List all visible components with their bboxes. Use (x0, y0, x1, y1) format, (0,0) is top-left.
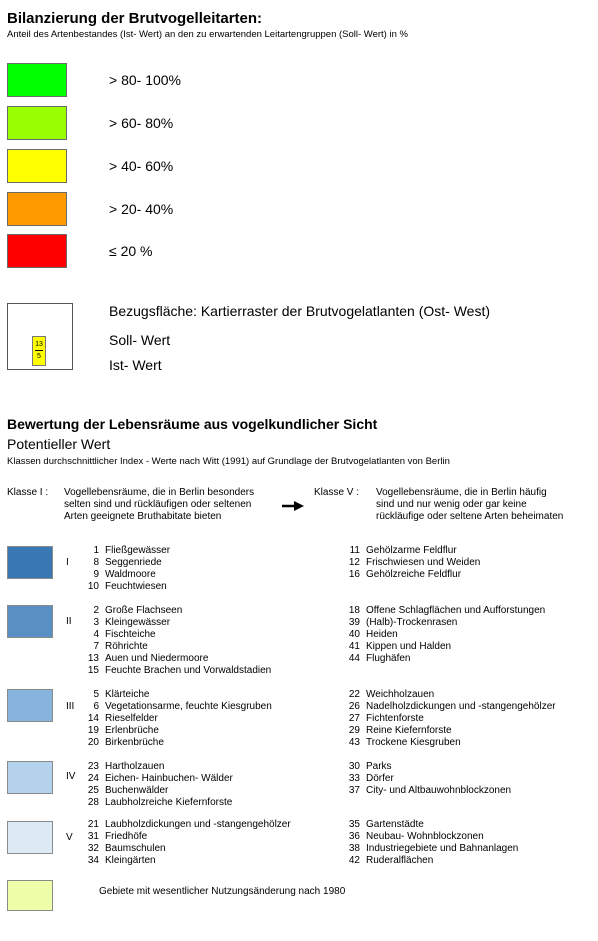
habitat-name: Gehölzarme Feldflur (366, 545, 457, 556)
habitat-item (81, 819, 291, 831)
habitat-number: 18 (348, 605, 360, 616)
habitat-item (342, 689, 434, 701)
habitat-number: 25 (87, 785, 99, 796)
habitat-name: Klärteiche (105, 689, 150, 700)
habitat-number: 21 (87, 819, 99, 830)
habitat-number: 1 (93, 545, 99, 556)
habitat-name: Kleingärten (105, 855, 156, 866)
habitat-number: 38 (348, 843, 360, 854)
bewertung-subtitle: Potentieller Wert (7, 436, 111, 452)
habitat-item (342, 761, 392, 773)
habitat-number: 8 (93, 557, 99, 568)
legend-label: > 20- 40% (109, 201, 174, 217)
class-swatch (7, 761, 53, 794)
habitat-name: Fischteiche (105, 629, 156, 640)
habitat-name: Heiden (366, 629, 398, 640)
habitat-number: 39 (348, 617, 360, 628)
habitat-name: Birkenbrüche (105, 737, 164, 748)
habitat-number: 43 (348, 737, 360, 748)
habitat-number: 31 (87, 831, 99, 842)
habitat-name: Feuchtwiesen (105, 581, 167, 592)
habitat-name: Reine Kiefernforste (366, 725, 452, 736)
habitat-item (342, 629, 398, 641)
habitat-number: 29 (348, 725, 360, 736)
class-swatch (7, 689, 53, 722)
change-swatch (7, 880, 53, 911)
habitat-name: Eichen- Hainbuchen- Wälder (105, 773, 233, 784)
habitat-name: Trockene Kiesgruben (366, 737, 461, 748)
habitat-number: 37 (348, 785, 360, 796)
habitat-number: 9 (93, 569, 99, 580)
legend-label: ≤ 20 % (109, 243, 153, 259)
habitat-item (81, 569, 156, 581)
habitat-item (342, 701, 556, 713)
habitat-number: 3 (93, 617, 99, 628)
habitat-item (342, 545, 457, 557)
klasse-i-label: Klasse I : (7, 487, 49, 498)
habitat-name: Rieselfelder (105, 713, 158, 724)
habitat-name: Kleingewässer (105, 617, 171, 628)
class-roman-numeral: IV (66, 771, 76, 782)
bezug-label: Bezugsfläche: Kartierraster der Brutvogelatlanten (Ost- West) (109, 303, 491, 319)
habitat-name: Flughäfen (366, 653, 411, 664)
soll-value: 13 (35, 341, 43, 348)
habitat-name: Kippen und Halden (366, 641, 452, 652)
class-roman-numeral: II (66, 616, 72, 627)
habitat-number: 19 (87, 725, 99, 736)
habitat-number: 13 (87, 653, 99, 664)
habitat-number: 26 (348, 701, 360, 712)
habitat-item (342, 819, 424, 831)
habitat-name: Vegetationsarme, feuchte Kiesgruben (105, 701, 272, 712)
klasse-v-desc-2: sind und nur wenig oder gar keine (376, 499, 527, 510)
habitat-number: 36 (348, 831, 360, 842)
habitat-item (342, 557, 480, 569)
habitat-number: 34 (87, 855, 99, 866)
soll-label: Soll- Wert (109, 332, 171, 348)
klasse-v-label: Klasse V : (314, 487, 360, 498)
habitat-number: 32 (87, 843, 99, 854)
reference-divider (35, 350, 43, 351)
class-swatch (7, 546, 53, 579)
habitat-name: Große Flachseen (105, 605, 183, 616)
class-roman-numeral: V (66, 832, 73, 843)
habitat-name: Neubau- Wohnblockzonen (366, 831, 484, 842)
reference-grid-cell (7, 303, 73, 370)
habitat-name: Weichholzauen (366, 689, 435, 700)
habitat-item (81, 617, 170, 629)
habitat-name: Röhrichte (105, 641, 148, 652)
habitat-item (342, 605, 545, 617)
habitat-name: Erlenbrüche (105, 725, 159, 736)
habitat-item (81, 797, 232, 809)
habitat-name: Laubholzdickungen und -stangengehölzer (105, 819, 291, 830)
habitat-number: 6 (93, 701, 99, 712)
change-label: Gebiete mit wesentlicher Nutzungsänderung nach 1980 (99, 886, 346, 897)
legend-swatch (7, 106, 67, 140)
habitat-number: 23 (87, 761, 99, 772)
habitat-name: Feuchte Brachen und Vorwaldstadien (105, 665, 272, 676)
habitat-number: 35 (348, 819, 360, 830)
habitat-item (342, 653, 410, 665)
habitat-item (342, 785, 511, 797)
legend-label: > 40- 60% (109, 158, 174, 174)
habitat-name: Auen und Niedermoore (105, 653, 209, 664)
habitat-name: Industriegebiete und Bahnanlagen (366, 843, 519, 854)
habitat-item (342, 843, 518, 855)
habitat-name: Gehölzreiche Feldflur (366, 569, 462, 580)
habitat-number: 22 (348, 689, 360, 700)
legend-label: > 80- 100% (109, 72, 181, 88)
habitat-item (81, 725, 159, 737)
habitat-number: 40 (348, 629, 360, 640)
habitat-name: Seggenriede (105, 557, 162, 568)
bilanz-title: Bilanzierung der Brutvogelleitarten: (7, 10, 263, 27)
habitat-item (81, 701, 272, 713)
habitat-name: Laubholzreiche Kiefernforste (105, 797, 233, 808)
class-swatch (7, 605, 53, 638)
habitat-item (342, 725, 452, 737)
habitat-number: 30 (348, 761, 360, 772)
habitat-name: Waldmoore (105, 569, 156, 580)
habitat-item (81, 605, 182, 617)
habitat-item (81, 653, 208, 665)
habitat-name: Hartholzauen (105, 761, 165, 772)
habitat-item (81, 855, 156, 867)
habitat-item (81, 843, 166, 855)
habitat-name: Fichtenforste (366, 713, 424, 724)
habitat-item (81, 557, 162, 569)
habitat-name: City- und Altbauwohnblockzonen (366, 785, 512, 796)
habitat-item (81, 545, 170, 557)
habitat-name: Gartenstädte (366, 819, 424, 830)
bilanz-subtitle: Anteil des Artenbestandes (Ist- Wert) an den zu erwartenden Leitartengruppen (Soll- Wert) in % (7, 29, 408, 40)
habitat-number: 16 (348, 569, 360, 580)
habitat-name: Ruderalflächen (366, 855, 434, 866)
habitat-name: (Halb)-Trockenrasen (366, 617, 458, 628)
habitat-number: 11 (349, 545, 360, 556)
habitat-item (342, 737, 461, 749)
habitat-item (342, 855, 433, 867)
klasse-i-desc-1: Vogellebensräume, die in Berlin besonders (64, 487, 255, 498)
habitat-item (81, 713, 158, 725)
class-roman-numeral: I (66, 557, 69, 568)
habitat-item (81, 761, 164, 773)
habitat-name: Offene Schlagflächen und Aufforstungen (366, 605, 546, 616)
habitat-number: 15 (87, 665, 99, 676)
legend-label: > 60- 80% (109, 115, 174, 131)
habitat-item (342, 773, 394, 785)
legend-swatch (7, 149, 67, 183)
ist-label: Ist- Wert (109, 357, 162, 373)
habitat-item (81, 785, 168, 797)
habitat-name: Frischwiesen und Weiden (366, 557, 481, 568)
habitat-item (81, 641, 148, 653)
bewertung-title: Bewertung der Lebensräume aus vogelkundlicher Sicht (7, 416, 378, 432)
habitat-item (81, 773, 233, 785)
habitat-item (81, 665, 271, 677)
habitat-item (81, 581, 167, 593)
legend-swatch (7, 192, 67, 226)
klasse-v-desc-1: Vogellebensräume, die in Berlin häufig (376, 487, 547, 498)
klasse-i-desc-3: Arten geeignete Bruthabitate bieten (64, 511, 222, 522)
habitat-number: 41 (348, 641, 360, 652)
habitat-item (81, 737, 164, 749)
habitat-number: 44 (348, 653, 360, 664)
habitat-item (342, 831, 484, 843)
habitat-number: 24 (87, 773, 99, 784)
habitat-name: Dörfer (366, 773, 394, 784)
habitat-number: 42 (348, 855, 360, 866)
arrow-right-icon (281, 500, 305, 512)
habitat-number: 33 (348, 773, 360, 784)
class-roman-numeral: III (66, 701, 75, 712)
ist-value: 5 (37, 353, 41, 360)
legend-swatch (7, 234, 67, 268)
habitat-item (81, 629, 156, 641)
habitat-number: 27 (348, 713, 360, 724)
klasse-v-desc-3: rückläufige oder seltene Arten beheimaten (376, 511, 564, 522)
habitat-item (342, 641, 451, 653)
habitat-name: Nadelholzdickungen und -stangengehölzer (366, 701, 556, 712)
habitat-item (81, 689, 149, 701)
bewertung-note: Klassen durchschnittlicher Index - Werte nach Witt (1991) auf Grundlage der Brutvogelatlanten von Berlin (7, 456, 450, 467)
habitat-number: 10 (87, 581, 99, 592)
habitat-number: 20 (87, 737, 99, 748)
habitat-item (342, 569, 461, 581)
habitat-item (342, 713, 424, 725)
habitat-number: 28 (87, 797, 99, 808)
reference-value-marker (32, 336, 46, 366)
habitat-number: 4 (93, 629, 99, 640)
legend-swatch (7, 63, 67, 97)
habitat-number: 12 (348, 557, 360, 568)
habitat-number: 14 (87, 713, 99, 724)
habitat-name: Friedhöfe (105, 831, 148, 842)
klasse-i-desc-2: selten sind und rückläufigen oder seltenen (64, 499, 252, 510)
habitat-item (81, 831, 147, 843)
habitat-name: Parks (366, 761, 392, 772)
habitat-number: 2 (93, 605, 99, 616)
class-swatch (7, 821, 53, 854)
habitat-name: Buchenwälder (105, 785, 169, 796)
habitat-number: 7 (93, 641, 99, 652)
habitat-name: Baumschulen (105, 843, 166, 854)
habitat-number: 5 (93, 689, 99, 700)
habitat-name: Fließgewässer (105, 545, 171, 556)
habitat-item (342, 617, 457, 629)
